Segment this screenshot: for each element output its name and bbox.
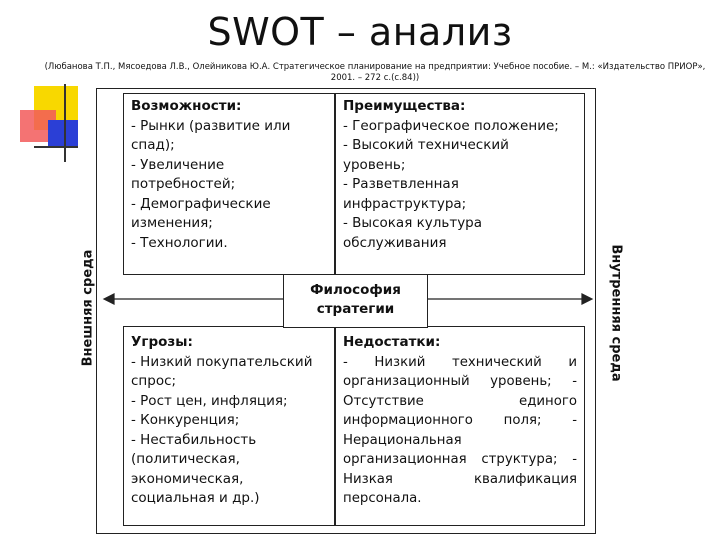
threats-line: экономическая, <box>131 470 244 487</box>
threats-line: - Конкуренция; <box>131 412 240 428</box>
weaknesses-text: - Низкий технический и организационный уровень; - Отсутствие единого информационного поля; - Нерациональная организационная структура; - Низкая квалификация персонала. <box>343 354 577 506</box>
strengths-line: - Разветвленная <box>343 176 459 192</box>
strengths-line: уровень; <box>343 156 406 173</box>
weaknesses-box <box>335 326 585 526</box>
strengths-line: - Географическое положение; <box>343 117 559 134</box>
threats-line: - Низкий покупательский <box>131 353 313 370</box>
threats-line: (политическая, <box>131 451 240 467</box>
left-side-label: Внешняя среда <box>80 249 96 367</box>
threats-line: социальная и др.) <box>131 490 260 506</box>
strengths-line: обслуживания <box>343 234 447 251</box>
opportunities-line: - Технологии. <box>131 234 228 251</box>
threats-line: спрос; <box>131 373 177 389</box>
strengths-box <box>335 93 585 275</box>
page-title: SWOT – анализ <box>207 10 513 54</box>
opportunities-box <box>123 93 335 275</box>
threats-line: - Нестабильность <box>131 431 257 448</box>
opportunities-line: - Демографические <box>131 195 271 212</box>
weaknesses-heading: Недостатки: <box>343 334 441 350</box>
citation: (Любанова Т.П., Мясоедова Л.В., Олейникова Ю.А. Стратегическое планирование на предприятии: Учебное пособие. – М.: «Издательство ПРИОР», 2001. – 272 с.(с.84)) <box>44 62 706 83</box>
strengths-line: - Высокий технический <box>343 137 509 153</box>
threats-heading: Угрозы: <box>131 334 193 350</box>
opportunities-line: потребностей; <box>131 176 236 192</box>
center-label: Философия стратегии <box>310 282 401 317</box>
opportunities-line: - Рынки (развитие или <box>131 117 291 134</box>
threats-line: - Рост цен, инфляция; <box>131 392 288 409</box>
center-box <box>283 274 428 328</box>
threats-box <box>123 326 335 526</box>
opportunities-line: - Увеличение <box>131 156 225 173</box>
opportunities-heading: Возможности: <box>131 98 242 114</box>
strengths-line: - Высокая культура <box>343 215 483 231</box>
opportunities-line: изменения; <box>131 215 213 231</box>
opportunities-line: спад); <box>131 137 175 153</box>
strengths-heading: Преимущества: <box>343 98 466 114</box>
right-side-label: Внутренняя среда <box>608 244 624 382</box>
strengths-line: инфраструктура; <box>343 195 467 212</box>
